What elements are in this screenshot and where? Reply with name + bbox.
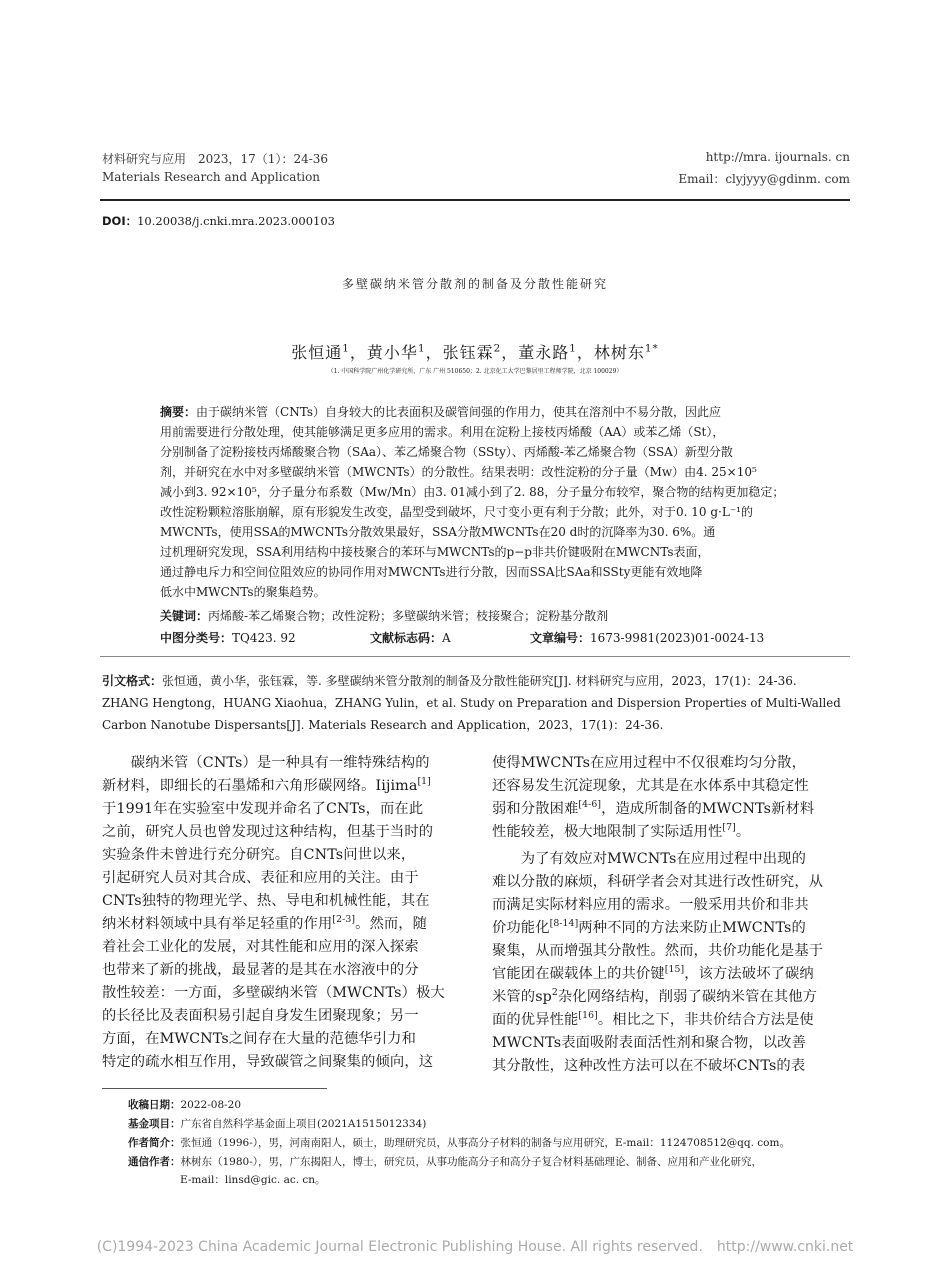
body-line: 方面，在MWCNTs之间存在大量的范德华引力和 [102, 1031, 416, 1047]
author-name: 林树东 [593, 343, 645, 362]
body-line: CNTs独特的物理光学、热、导电和机械性能，其在 [102, 893, 430, 909]
body-line: 难以分散的麻烦，科研学者会对其进行改性研究，从 [492, 874, 824, 890]
body-line: 的长径比及表面积易引起自身发生团聚现象；另一 [102, 1008, 419, 1024]
author-name: 董永路 [518, 343, 570, 362]
author-sep: ， [349, 343, 367, 362]
clc-number: 中图分类号：TQ423. 92 [160, 631, 296, 645]
article-number: 文章编号：1673-9981(2023)01-0024-13 [530, 631, 765, 645]
citation-label: 引文格式： [102, 674, 163, 688]
body-line: 价功能化[8-14]两种不同的方法来防止MWCNTs的 [492, 918, 806, 936]
citation-ref[interactable]: [1] [417, 776, 431, 788]
abstract-line: 通过静电斥力和空间位阻效应的协同作用对MWCNTs进行分散，因而SSA比SAa和SSty更能有效地降 [160, 565, 703, 579]
keywords-value: 丙烯酸-苯乙烯聚合物；改性淀粉；多壁碳纳米管；枝接聚合；淀粉基分散剂 [208, 609, 609, 623]
author-sep: ， [576, 343, 594, 362]
header-rule [100, 199, 850, 201]
author-name: 黄小华 [366, 343, 418, 362]
citation-line: Carbon Nanotube Dispersants[J]. Materials Research and Application，2023，17(1)：24-36. [102, 718, 664, 732]
abstract-line: 低水中MWCNTs的聚集趋势。 [160, 585, 326, 599]
footnote-author: 作者简介：张恒通（1996-），男，河南南阳人，硕士，助理研究员，从事高分子材料的制备与应用研究，E-mail：1124708512@qq. com。 [128, 1137, 790, 1149]
body-line: 引起研究人员对其合成、表征和应用的关注。由于 [102, 870, 419, 886]
body-line: 弱和分散困难[4-6]，造成所制备的MWCNTs新材料 [492, 799, 815, 817]
article-title: 多壁碳纳米管分散剂的制备及分散性能研究 [341, 277, 608, 291]
body-line: 面的优异性能[16]。相比之下，非共价结合方法是使 [492, 1010, 814, 1028]
document-code: 文献标志码：A [370, 631, 451, 645]
author-sep: ， [425, 343, 443, 362]
doi-value[interactable]: 10.20038/j.cnki.mra.2023.000103 [137, 214, 335, 228]
abstract-line: 改性淀粉颗粒溶胀崩解，原有形貌发生改变，晶型受到破坏，尺寸变小更有利于分散；此外，对于0. 10 g·L⁻¹的 [160, 505, 753, 519]
author-affil-mark: 2 [493, 342, 502, 355]
citation-ref[interactable]: [15] [664, 964, 685, 976]
journal-citation-header: 材料研究与应用 2023，17（1）：24-36 [102, 152, 329, 166]
body-line: 于1991年在实验室中发现并命名了CNTs，而在此 [102, 801, 424, 817]
citation-ref[interactable]: [4-6] [578, 799, 602, 811]
doi[interactable] [102, 213, 335, 229]
body-line: 其分散性，这种改性方法可以在不破坏CNTs的表 [492, 1058, 806, 1074]
footnote-corresponding-email[interactable]: E-mail：linsd@gic. ac. cn。 [180, 1174, 326, 1186]
journal-name-en: Materials Research and Application [102, 170, 321, 184]
body-line: MWCNTs表面吸附表面活性剂和聚合物，以改善 [492, 1035, 806, 1051]
body-line: 着社会工业化的发展，对其性能和应用的深入探索 [102, 939, 419, 955]
citation-ref[interactable]: [16] [578, 1010, 598, 1022]
author-affil-mark: 1* [644, 342, 659, 355]
body-line: 纳米材料领域中具有举足轻重的作用[2-3]。然而，随 [102, 914, 428, 932]
author-name: 张钰霖 [442, 343, 494, 362]
footnote-rule [102, 1088, 327, 1089]
abstract-line: 减小到3. 92×10⁵，分子量分布系数（Mw/Mn）由3. 01减小到了2. 88，分子量分布较窄，聚合物的结构更加稳定； [160, 485, 785, 499]
body-line: 散性较差：一方面，多壁碳纳米管（MWCNTs）极大 [102, 985, 445, 1001]
author-affil-mark: 1 [342, 342, 350, 355]
author-affil-mark: 1 [569, 342, 577, 355]
body-line: 使得MWCNTs在应用过程中不仅很难均匀分散， [492, 755, 806, 771]
affiliations: （1. 中国科学院广州化学研究所，广东 广州 510650；2. 北京化工大学巴黎居里工程师学院，北京 100029） [327, 368, 623, 375]
body-line: 也带来了新的挑战，最显著的是其在水溶液中的分 [102, 962, 419, 978]
journal-url[interactable]: http://mra. ijournals. cn [705, 150, 850, 164]
journal-email[interactable]: Email：clyjyyy@gdinm. com [678, 172, 850, 186]
copyright-notice: (C)1994-2023 China Academic Journal Electronic Publishing House. All rights reserved. http://www.cnki.net [96, 1239, 854, 1255]
author-sep: ， [501, 343, 519, 362]
body-line: 还容易发生沉淀现象，尤其是在水体系中其稳定性 [492, 778, 809, 794]
abstract-line: 摘要：由于碳纳米管（CNTs）自身较大的比表面积及碳管间强的作用力，使其在溶剂中不易分散，因此应 [160, 405, 721, 419]
body-line: 实验条件未曾进行充分研究。自CNTs问世以来， [102, 847, 416, 863]
body-line: 性能较差，极大地限制了实际适用性[7]。 [492, 822, 751, 840]
footnote-fund: 基金项目：广东省自然科学基金面上项目(2021A1515012334) [128, 1118, 427, 1130]
citation-format: 引文格式：张恒通，黄小华，张钰霖，等. 多壁碳纳米管分散剂的制备及分散性能研究[J]. 材料研究与应用，2023，17(1)：24-36. [102, 674, 797, 688]
body-line: 特定的疏水相互作用，导致碳管之间聚集的倾向，这 [102, 1054, 434, 1070]
body-line: 新材料，即细长的石墨烯和六角形碳网络。Iijima[1] [102, 776, 431, 794]
superscript: 2 [551, 987, 558, 999]
abstract-line: 用前需要进行分散处理，使其能够满足更多应用的需求。利用在淀粉上接枝丙烯酸（AA）或苯乙烯（St）， [160, 425, 725, 439]
abstract-line: 剂，并研究在水中对多壁碳纳米管（MWCNTs）的分散性。结果表明：改性淀粉的分子量（Mw）由4. 25×10⁵ [160, 465, 757, 479]
doi-label: DOI： [102, 214, 138, 228]
body-line: 之前，研究人员也曾发现过这种结构，但基于当时的 [102, 824, 434, 840]
citation-ref[interactable]: [8-14] [549, 918, 579, 930]
abstract-line: 过机理研究发现，SSA利用结构中接枝聚合的苯环与MWCNTs的p−p非共价键吸附在MWCNTs表面， [160, 545, 710, 559]
author-list [0, 340, 950, 363]
keywords [160, 607, 608, 624]
footnote-corresponding: 通信作者：林树东（1980-），男，广东揭阳人，博士，研究员，从事功能高分子和高分子复合材料基础理论、制备、应用和产业化研究， [128, 1156, 763, 1168]
abstract-line: MWCNTs，使用SSA的MWCNTs分散效果最好，SSA分散MWCNTs在20 d时的沉降率为30. 6%。通 [160, 525, 716, 539]
author-affil-mark: 1 [417, 342, 426, 355]
keywords-label: 关键词： [160, 609, 209, 623]
body-line: 而满足实际材料应用的需求。一般采用共价和非共 [492, 897, 809, 913]
citation-ref[interactable]: [2-3] [332, 914, 356, 926]
author-name: 张恒通 [291, 343, 343, 362]
abstract-rule [100, 656, 850, 657]
body-line: 为了有效应对MWCNTs在应用过程中出现的 [492, 851, 806, 867]
footnote-received: 收稿日期：2022-08-20 [128, 1099, 242, 1111]
body-line: 聚集，从而增强其分散性。然而，共价功能化是基于 [492, 943, 824, 959]
body-line: 米管的$sp^2$杂化网络结构，削弱了碳纳米管在其他方 [492, 987, 818, 1005]
body-line: 碳纳米管（CNTs）是一种具有一维特殊结构的 [102, 755, 430, 771]
body-line: 官能团在碳载体上的共价键[15]，该方法破坏了碳纳 [492, 964, 814, 982]
citation-ref[interactable]: [7] [722, 822, 736, 834]
abstract-line: 分别制备了淀粉接枝丙烯酸聚合物（SAa）、苯乙烯聚合物（SSty）、丙烯酸-苯乙烯聚合物（SSA）新型分散 [160, 445, 733, 459]
citation-line: ZHANG Hengtong，HUANG Xiaohua，ZHANG Yulin，et al. Study on Preparation and Dispersion Properties of Multi-Walled [102, 696, 841, 710]
abstract-label: 摘要： [160, 405, 197, 419]
